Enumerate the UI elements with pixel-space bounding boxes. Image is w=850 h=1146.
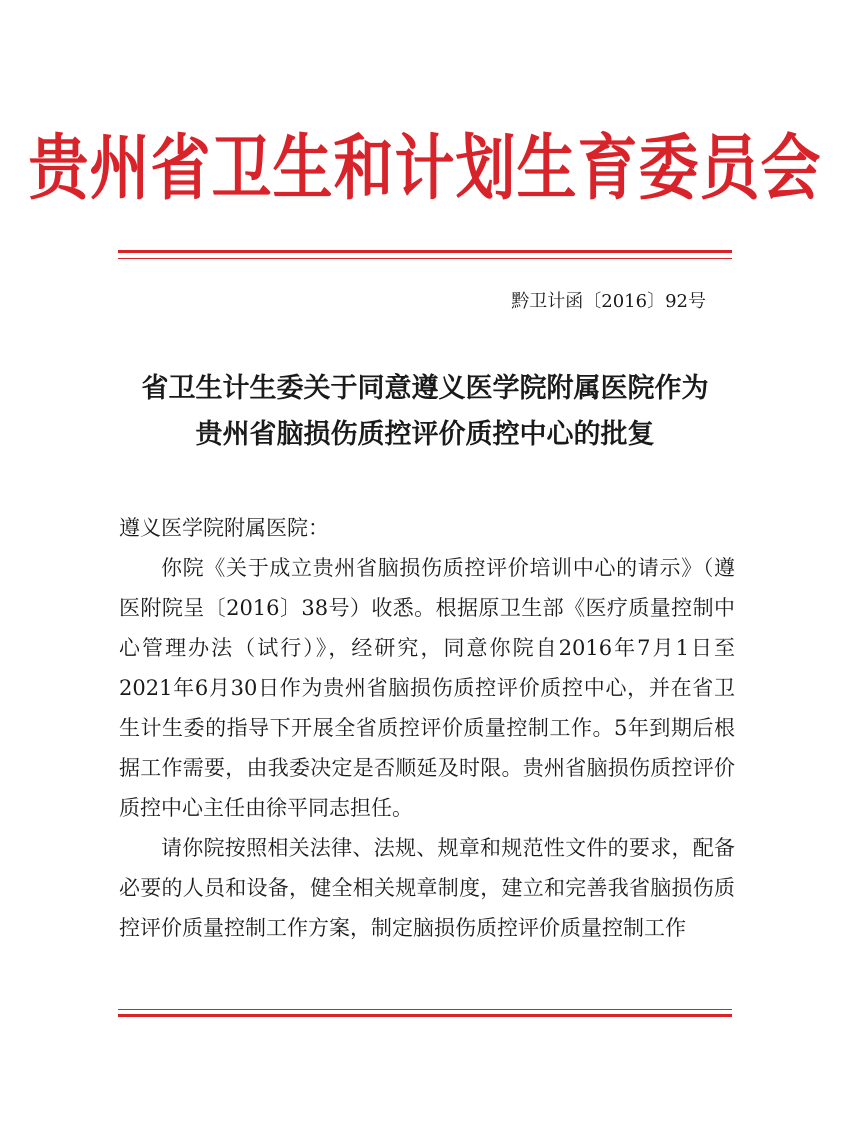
masthead-rule-thin [118,258,732,259]
footer-rule-thick [118,1014,732,1017]
body-paragraph-2: 请你院按照相关法律、法规、规章和规范性文件的要求，配备必要的人员和设备，健全相关规章制度，建立和完善我省脑损伤质控评价质量控制工作方案，制定脑损伤质控评价质量控制工作 [119,836,735,940]
body-paragraph-1: 你院《关于成立贵州省脑损伤质控评价培训中心的请示》（遵医附院呈〔2016〕38号）收悉。根据原卫生部《医疗质量控制中心管理办法（试行）》，经研究，同意你院自2016年7月1日至2021年6月30日作为贵州省脑损伤质控评价质控中心，并在省卫生计生委的指导下开展全省质控评价质量控制工作。5年到期后根据工作需要，由我委决定是否顺延及时限。贵州省脑损伤质控评价质控中心主任由徐平同志担任。 [119,556,735,820]
masthead-rule-thick [118,250,732,253]
footer-rule-thin [118,1009,732,1010]
title-line-1: 省卫生计生委关于同意遵义医学院附属医院作为 [141,373,709,404]
issuer-masthead: 贵州省卫生和计划生育委员会 [28,127,822,211]
document-number: 黔卫计函〔2016〕92号 [511,291,706,312]
document-body [119,508,735,948]
title-line-2: 贵州省脑损伤质控评价质控中心的批复 [195,419,655,450]
salutation: 遵义医学院附属医院： [119,516,329,540]
document-title [0,366,850,458]
